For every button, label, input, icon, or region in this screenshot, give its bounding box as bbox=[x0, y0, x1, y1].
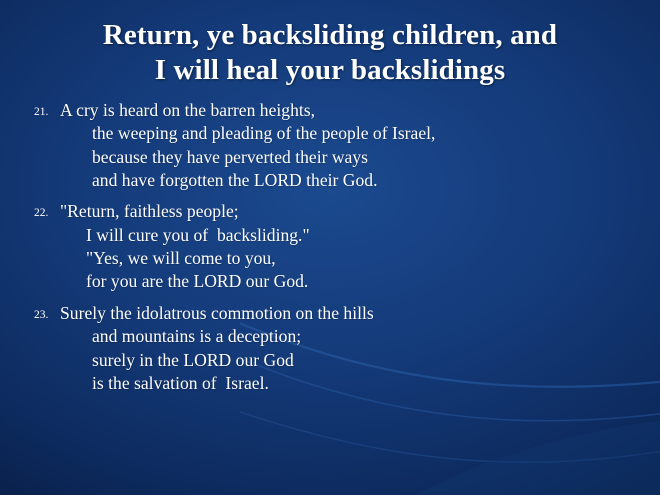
title-line-1: Return, ye backsliding children, and bbox=[102, 19, 558, 51]
verse-line: and mountains is a deception; bbox=[92, 326, 302, 347]
verse-line: for you are the LORD our God. bbox=[86, 271, 309, 292]
verse-number: 22. bbox=[34, 207, 49, 220]
verse-line: because they have perverted their ways bbox=[92, 146, 368, 167]
verse-line: Surely the idolatrous commotion on the hills bbox=[60, 302, 374, 323]
verse-line: is the salvation of Israel. bbox=[92, 373, 269, 394]
verse-line: "Yes, we will come to you, bbox=[86, 248, 276, 269]
verse-line: A cry is heard on the barren heights, bbox=[60, 99, 316, 120]
verse-line: and have forgotten the LORD their God. bbox=[92, 169, 378, 190]
verse-text bbox=[60, 99, 435, 193]
verse-item bbox=[34, 302, 634, 396]
verse-number: 23. bbox=[34, 308, 49, 321]
verse-text bbox=[60, 200, 310, 294]
verse-item bbox=[34, 200, 634, 294]
verse-text bbox=[60, 302, 374, 396]
verse-line: surely in the LORD our God bbox=[92, 349, 294, 370]
verse-line: "Return, faithless people; bbox=[60, 201, 239, 222]
verse-item bbox=[34, 99, 634, 193]
verse-list bbox=[20, 99, 640, 396]
title-line-2: I will heal your backslidings bbox=[154, 54, 506, 87]
verse-line: the weeping and pleading of the people of Israel, bbox=[92, 123, 436, 144]
verse-line: I will cure you of backsliding." bbox=[86, 224, 310, 245]
verse-number: 21. bbox=[34, 105, 49, 118]
slide-title bbox=[34, 18, 626, 89]
